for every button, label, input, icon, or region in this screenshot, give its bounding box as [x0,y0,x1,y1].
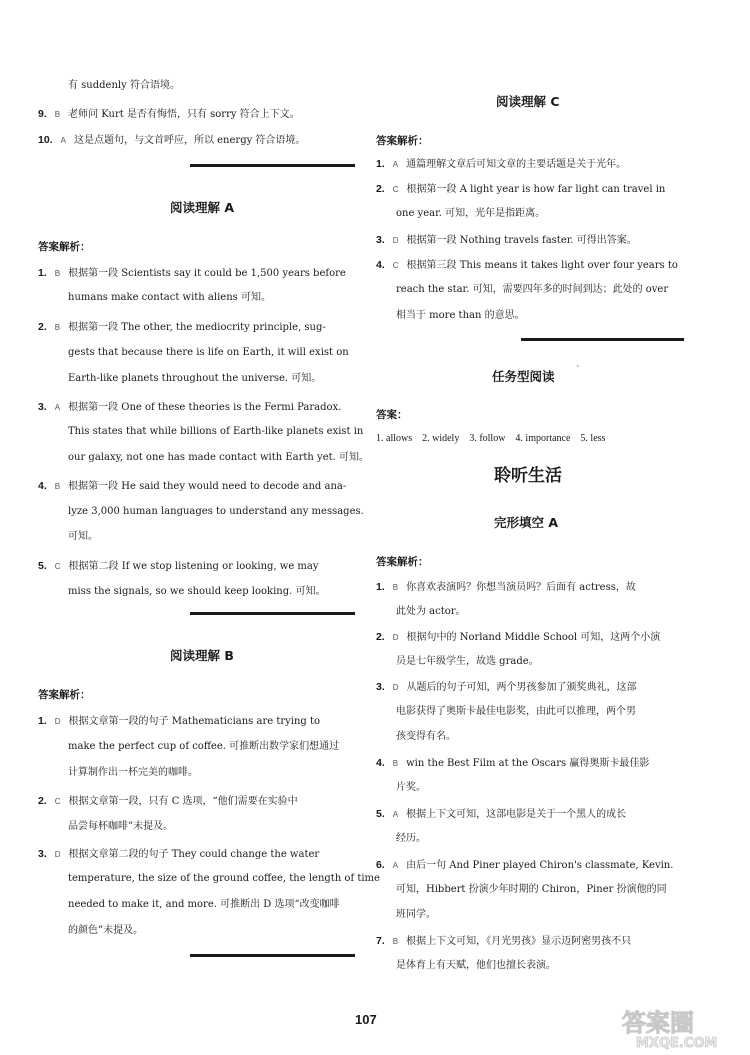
list-item: This states that while billions of Earth-like planets exist in [68,426,364,437]
list-item: 相当于 more than 的意思。 [396,310,525,321]
section-title: 阅读理解 A [170,200,235,215]
list-item: reach the star. 可知，需要四年多的时间到达；此处的 over [396,284,669,295]
list-item: 6. A 由后一句 And Piner played Chiron's classmate, Kevin. [376,859,674,871]
list-item: 2. C 根据第一段 A light year is how far light can travel in [376,183,666,195]
list-item: 1. B 根据第一段 Scientists say it could be 1,500 years before [38,267,346,279]
list-item: 2. C 根据文章第一段，只有 C 选项，“他们需要在实验中 [38,795,298,807]
list-item: 4. B win the Best Film at the Oscars 赢得奥斯卡最佳影 [376,757,650,769]
list-item: 品尝每杯咖啡”未提及。 [68,821,174,832]
list-item: 此处为 actor。 [396,606,466,617]
section-title: 任务型阅读 [492,369,555,384]
list-item: 4. B 根据第一段 He said they would need to decode and ana- [38,480,347,492]
list-item: 1. D 根据文章第一段的句子 Mathematicians are trying to [38,715,321,727]
list-item: 4. C 根据第三段 This means it takes light over four years to [376,259,678,271]
list-item: 9. B 老师问 Kurt 是否有悔悟，只有 sorry 符合上下文。 [38,108,300,120]
section-divider [190,954,355,957]
list-item: temperature, the size of the ground coffee, the length of time [68,873,380,884]
list-item: 2. B 根据第一段 The other, the mediocrity principle, sug- [38,321,326,333]
watermark-url: MXQE.COM [636,1036,718,1051]
list-item: 3. D 根据第一段 Nothing travels faster. 可得出答案。 [376,234,637,246]
answer-label: 答案解析： [38,689,91,701]
list-item: needed to make it, and more. 可推断出 D 选项“改变咖啡 [68,899,340,910]
chapter-title: 聆听生活 [494,466,562,486]
answer-label: 答案解析： [38,241,91,253]
list-item: 10. A 这是点题句，与文首呼应，所以 energy 符合语境。 [38,134,306,146]
list-item: 3. D 从题后的句子可知，两个男孩参加了颁奖典礼，这部 [376,681,637,693]
list-item: 员是七年级学生，故选 grade。 [396,656,539,667]
watermark-text: 答案圈 [622,1009,694,1037]
section-title: 阅读理解 B [170,648,234,663]
section-title: 完形填空 A [494,515,559,530]
list-item: humans make contact with aliens 可知。 [68,292,271,303]
list-item: 孩变得有名。 [396,731,456,742]
page-number: 107 [355,1012,377,1027]
list-item: Earth-like planets throughout the universe. 可知。 [68,373,322,384]
list-item: lyze 3,000 human languages to understand any messages. [68,506,364,517]
list-item: 是体育上有天赋，他们也擅长表演。 [396,960,556,971]
list-item: gests that because there is life on Earth, it will exist on [68,347,349,358]
section-divider [190,164,355,167]
section-divider [521,338,684,341]
list-item: 班同学。 [396,909,436,920]
answer-line: 1. allows 2. widely 3. follow 4. importance 5. less [376,433,606,444]
list-item: 5. A 根据上下文可知，这部电影是关于一个黑人的成长 [376,808,627,820]
list-item: 1. B 你喜欢表演吗？你想当演员吗？后面有 actress，故 [376,581,636,593]
list-item: one year. 可知，光年是指距离。 [396,208,546,219]
answer-label: 答案解析： [376,135,429,147]
answer-label: 答案： [376,409,408,421]
list-item: 经历。 [396,833,426,844]
list-item: 可知，Hibbert 扮演少年时期的 Chiron，Piner 扮演他的同 [396,884,667,895]
list-item: 的颜色”未提及。 [68,925,144,936]
list-item: 3. A 根据第一段 One of these theories is the Fermi Paradox. [38,401,342,413]
list-item: 有 suddenly 符合语境。 [68,80,180,91]
list-item: 2. D 根据句中的 Norland Middle School 可知，这两个小演 [376,631,661,643]
list-item: 片奖。 [396,782,426,793]
watermark-logo [618,1003,740,1051]
list-item: miss the signals, so we should keep looking. 可知。 [68,586,326,597]
section-title: 阅读理解 C [496,94,560,109]
list-item: 计算制作出一杯完美的咖啡。 [68,767,198,778]
list-item: make the perfect cup of coffee. 可推断出数学家们想通过 [68,741,340,752]
tick-mark: ` [576,366,581,376]
answer-label: 答案解析： [376,556,429,568]
section-divider [190,612,355,615]
list-item: 可知。 [68,531,98,542]
list-item: 电影获得了奥斯卡最佳电影奖，由此可以推理，两个男 [396,706,636,717]
list-item: 3. D 根据文章第二段的句子 They could change the water [38,848,320,860]
list-item: 1. A 通篇理解文章后可知文章的主要话题是关于光年。 [376,158,627,170]
list-item: our galaxy, not one has made contact with Earth yet. 可知。 [68,452,369,463]
list-item: 7. B 根据上下文可知，《月光男孩》显示迈阿密男孩不只 [376,935,632,947]
list-item: 5. C 根据第二段 If we stop listening or looking, we may [38,560,319,572]
